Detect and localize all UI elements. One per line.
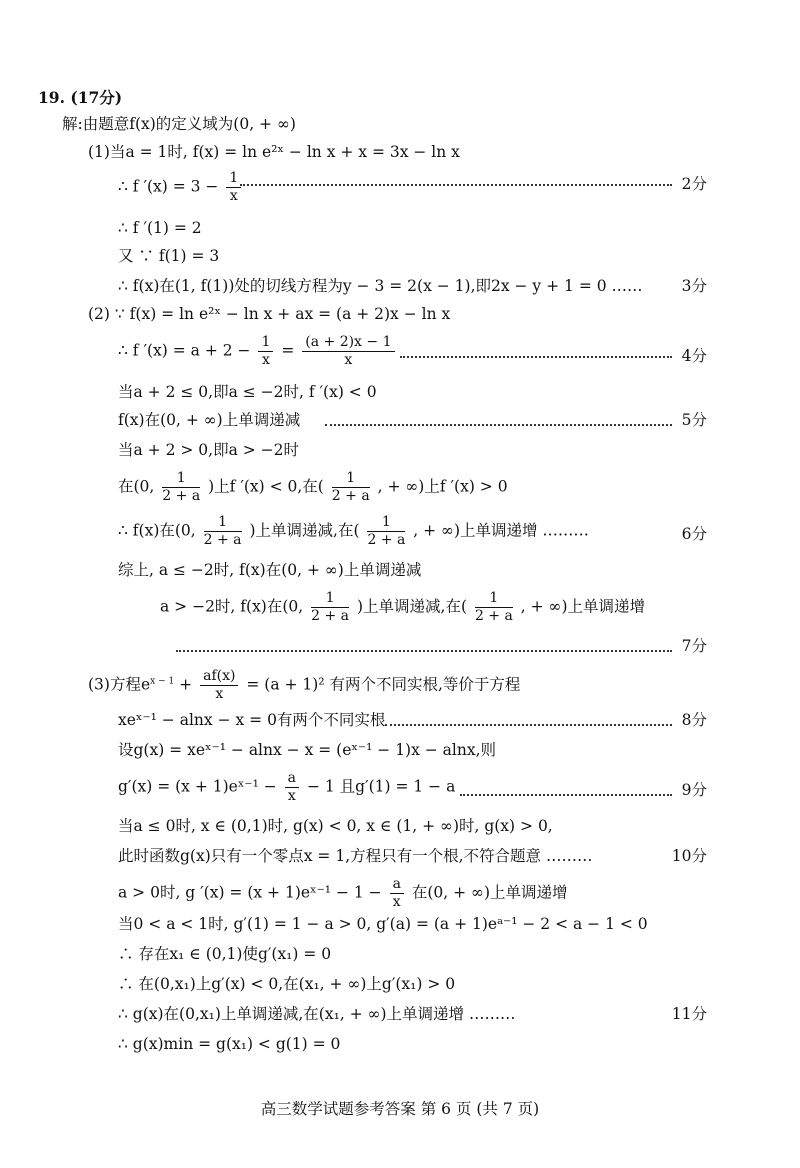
dotted-leader (385, 724, 672, 726)
num: 1 (311, 590, 349, 608)
page-footer: 高三数学试题参考答案 第 6 页 (共 7 页) (260, 1100, 540, 1118)
part2-line1: (2) ∵ f(x) = ln e²ˣ − ln x + ax = (a + 2)x − ln x (88, 305, 451, 323)
dotted-leader (400, 356, 672, 358)
num: (a + 2)x − 1 (302, 334, 394, 352)
text: a > 0时, g ′(x) = (x + 1)eˣ⁻¹ − 1 − (118, 883, 382, 902)
part2-line5: 当a + 2 > 0,即a > −2时 (118, 441, 300, 459)
part1-line3: ∴ f ′(1) = 2 (118, 219, 202, 237)
num: 1 (367, 514, 405, 532)
text: , + ∞)上单调递增 ……… (413, 521, 589, 540)
text: ∴ f(x)在(0, (118, 521, 196, 540)
den: x (287, 788, 296, 804)
exponent: x − 1 (150, 676, 175, 687)
text: , + ∞)上f ′(x) > 0 (377, 477, 508, 496)
text: 在(0, (118, 477, 155, 496)
text: 在(0, + ∞)上单调递增 (411, 883, 568, 902)
part3-line1 (88, 668, 520, 703)
score-10: 10分 (671, 847, 707, 865)
fraction (258, 334, 273, 369)
part2-line3: 当a + 2 ≤ 0,即a ≤ −2时, f ′(x) < 0 (118, 383, 377, 401)
den: x (229, 188, 238, 204)
den: x (261, 352, 270, 368)
fraction (302, 334, 394, 369)
part2-derivative (118, 334, 398, 369)
den: 2 + a (203, 532, 242, 548)
dotted-leader (325, 424, 672, 426)
fraction (332, 470, 370, 505)
text: )上f ′(x) < 0,在( (208, 477, 324, 496)
num: 1 (258, 334, 273, 352)
solution-intro: 解:由题意f(x)的定义域为(0, + ∞) (62, 115, 296, 133)
score-11: 11分 (671, 1005, 707, 1023)
part3-line2: xeˣ⁻¹ − alnx − x = 0有两个不同实根 (118, 711, 386, 729)
num: 1 (204, 514, 242, 532)
question-number: 19. (17分) (38, 88, 123, 107)
dotted-leader (176, 650, 672, 652)
den: x (392, 894, 401, 910)
num: a (390, 876, 404, 894)
part1-line5: ∴ f(x)在(1, f(1))处的切线方程为y − 3 = 2(x − 1),即2x − y + 1 = 0 …… (118, 277, 643, 295)
part2-line4: f(x)在(0, + ∞)上单调递减 (118, 411, 301, 429)
den: x (344, 352, 353, 368)
part3-line12: ∴ g(x)min = g(x₁) < g(1) = 0 (118, 1035, 341, 1053)
fraction (226, 170, 241, 205)
part2-line7 (118, 514, 589, 549)
text: − 1 且g′(1) = 1 − a (306, 777, 456, 796)
part3-line5: 当a ≤ 0时, x ∈ (0,1)时, g(x) < 0, x ∈ (1, + ∞)时, g(x) > 0, (118, 817, 553, 835)
text: ∴ f ′(x) = a + 2 − (118, 341, 251, 360)
den: 2 + a (162, 488, 201, 504)
den: x (215, 686, 224, 702)
text: a > −2时, f(x)在(0, (160, 597, 304, 616)
text: ∴ f ′(x) = 3 − (118, 177, 219, 196)
part2-line9 (160, 590, 645, 625)
num: 1 (226, 170, 241, 188)
score-5: 5分 (681, 411, 707, 429)
den: 2 + a (474, 608, 513, 624)
score-4: 4分 (681, 347, 707, 365)
dotted-leader (460, 794, 672, 796)
den: 2 + a (367, 532, 406, 548)
part3-line9: ∴ 存在x₁ ∈ (0,1)使g′(x₁) = 0 (118, 945, 332, 963)
text: (3)方程e (88, 675, 151, 694)
text: = (a + 1)² 有两个不同实根,等价于方程 (246, 675, 521, 694)
text: , + ∞)上单调递增 (520, 597, 645, 616)
text: g′(x) = (x + 1)eˣ⁻¹ − (118, 777, 277, 796)
text: )上单调递减,在( (356, 597, 467, 616)
fraction (285, 770, 299, 805)
fraction (204, 514, 242, 549)
part1-derivative (118, 170, 244, 205)
part1-line1: (1)当a = 1时, f(x) = ln e²ˣ − ln x + x = 3x − ln x (88, 143, 460, 161)
num: 1 (332, 470, 370, 488)
fraction (311, 590, 349, 625)
part3-line4 (118, 770, 455, 805)
plus: + (179, 675, 193, 694)
part2-line6 (118, 470, 508, 505)
score-2: 2分 (681, 175, 707, 193)
den: 2 + a (331, 488, 370, 504)
score-9: 9分 (681, 781, 707, 799)
score-7: 7分 (681, 637, 707, 655)
fraction (162, 470, 200, 505)
score-8: 8分 (681, 711, 707, 729)
fraction (200, 668, 238, 703)
fraction (367, 514, 405, 549)
part3-line6: 此时函数g(x)只有一个零点x = 1,方程只有一个根,不符合题意 ……… (118, 847, 593, 865)
den: 2 + a (311, 608, 350, 624)
equals: = (281, 341, 295, 360)
dotted-leader (240, 184, 672, 186)
score-3: 3分 (681, 277, 707, 295)
part2-summary: 综上, a ≤ −2时, f(x)在(0, + ∞)上单调递减 (118, 561, 422, 579)
part3-line8: 当0 < a < 1时, g′(1) = 1 − a > 0, g′(a) = (a + 1)eᵃ⁻¹ − 2 < a − 1 < 0 (118, 915, 648, 933)
score-6: 6分 (681, 525, 707, 543)
part3-line7 (118, 876, 568, 911)
fraction (475, 590, 513, 625)
num: a (285, 770, 299, 788)
part3-line3: 设g(x) = xeˣ⁻¹ − alnx − x = (eˣ⁻¹ − 1)x − alnx,则 (118, 741, 497, 759)
text: )上单调递减,在( (249, 521, 360, 540)
num: 1 (162, 470, 200, 488)
fraction (390, 876, 404, 911)
part3-line10: ∴ 在(0,x₁)上g′(x) < 0,在(x₁, + ∞)上g′(x₁) > 0 (118, 975, 456, 993)
part3-line11: ∴ g(x)在(0,x₁)上单调递减,在(x₁, + ∞)上单调递增 ……… (118, 1005, 516, 1023)
num: af(x) (200, 668, 238, 686)
part1-line4: 又 ∵ f(1) = 3 (118, 247, 220, 265)
num: 1 (475, 590, 513, 608)
